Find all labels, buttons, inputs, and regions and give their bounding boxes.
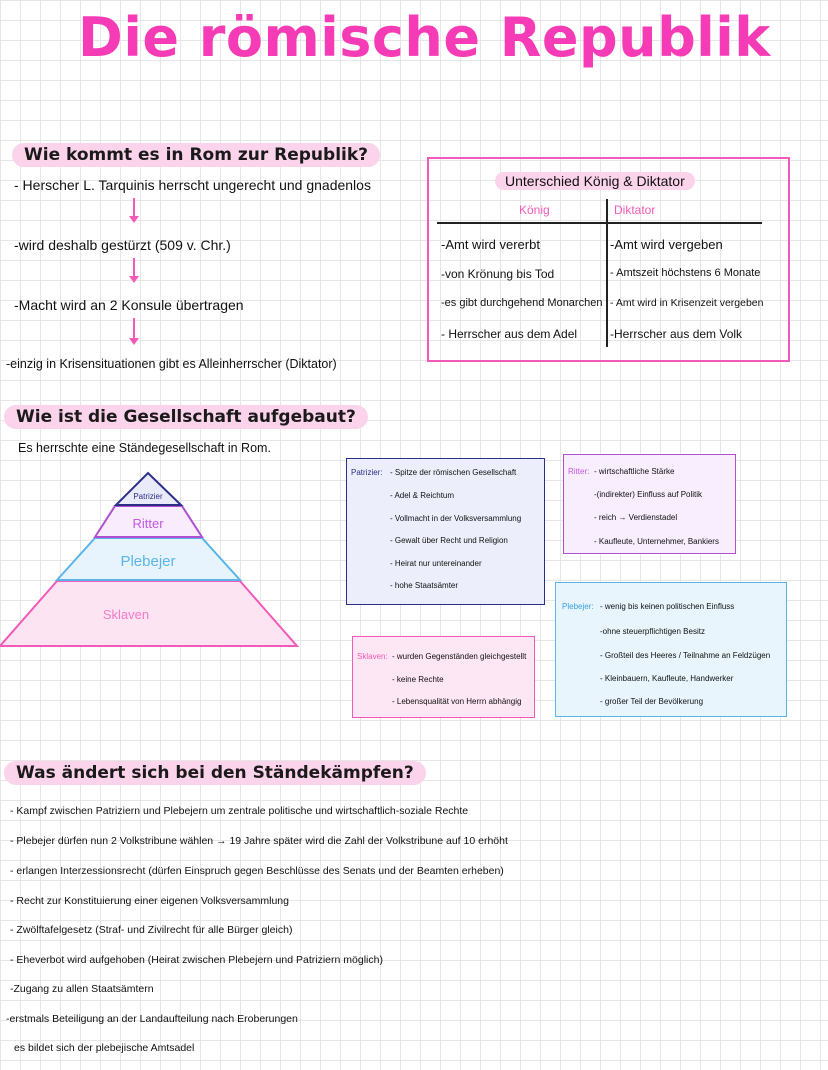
ritter-box (563, 454, 736, 554)
comparison-col1-item: -Amt wird vererbt (441, 237, 540, 252)
comparison-col1-header: König (519, 203, 550, 217)
patrizier-item: - Vollmacht in der Volksversammlung (390, 514, 522, 523)
comparison-col1-item: -es gibt durchgehend Monarchen (441, 297, 603, 309)
plebejer-box (555, 582, 787, 717)
pyramid-label-sklaven: Sklaven (102, 607, 150, 622)
comparison-divider-h (437, 222, 762, 224)
plebejer-item: - großer Teil der Bevölkerung (600, 697, 704, 706)
heading-class-struggles: Was ändert sich bei den Ständekämpfen? (4, 761, 426, 785)
pyramid-label-plebejer: Plebejer (120, 553, 176, 570)
sklaven-item: - Lebensqualität von Herrn abhängig (392, 697, 522, 706)
plebejer-item: - Kleinbauern, Kaufleute, Handwerker (600, 674, 734, 683)
comparison-col2-item: -Amt wird vergeben (610, 237, 723, 252)
republic-item-4: -einzig in Krisensituationen gibt es Alleinherrscher (Diktator) (6, 357, 337, 371)
comparison-col1-item: - Herrscher aus dem Adel (441, 327, 578, 341)
class-struggle-item: es bildet sich der plebejische Amtsadel (14, 1042, 195, 1054)
plebejer-item: - Großteil des Heeres / Teilnahme an Feldzügen (600, 651, 771, 660)
class-struggle-item: - Recht zur Konstituierung einer eigenen Volksversammlung (10, 895, 289, 907)
patrizier-label: Patrizier: (351, 468, 383, 477)
class-struggle-item: -Zugang zu allen Staatsämtern (10, 983, 154, 995)
pyramid-label-ritter: Ritter (132, 516, 164, 531)
plebejer-item: -ohne steuerpflichtigen Besitz (600, 627, 705, 636)
plebejer-label: Plebejer: (562, 602, 594, 611)
ritter-item: - Kaufleute, Unternehmer, Bankiers (594, 537, 719, 546)
ritter-label: Ritter: (568, 467, 590, 476)
arrow-down-icon (129, 216, 139, 223)
class-struggle-item: -erstmals Beteiligung an der Landaufteilung nach Eroberungen (6, 1013, 298, 1025)
patrizier-item: - Heirat nur untereinander (390, 559, 482, 568)
sklaven-box (352, 636, 535, 718)
comparison-col2-item: -Herrscher aus dem Volk (610, 327, 743, 341)
patrizier-item: - Adel & Reichtum (390, 491, 455, 500)
society-pyramid (0, 468, 300, 650)
arrow-line-1 (133, 198, 135, 218)
class-struggle-item: - erlangen Interzessionsrecht (dürfen Einspruch gegen Beschlüsse des Senats und der Beamten erheben) (10, 865, 504, 877)
patrizier-item: - Gewalt über Recht und Religion (390, 536, 508, 545)
comparison-col1-item: -von Krönung bis Tod (441, 267, 555, 281)
ritter-item: -(indirekter) Einfluss auf Politik (594, 490, 703, 499)
ritter-item: - reich → Verdienstadel (594, 513, 678, 522)
society-subtitle: Es herrschte eine Ständegesellschaft in Rom. (18, 441, 271, 455)
patrizier-box (346, 458, 545, 605)
pyramid-label-patrizier: Patrizier (133, 492, 163, 501)
class-struggle-item: - Zwölftafelgesetz (Straf- und Zivilrecht für alle Bürger gleich) (10, 924, 293, 936)
comparison-col2-item: - Amtszeit höchstens 6 Monate (610, 267, 761, 279)
sklaven-item: - keine Rechte (392, 675, 444, 684)
page-title: Die römische Republik (78, 6, 771, 69)
republic-item-1: - Herscher L. Tarquinis herrscht ungerecht und gnadenlos (14, 177, 371, 193)
ritter-item: - wirtschaftliche Stärke (594, 467, 675, 476)
sklaven-label: Sklaven: (357, 652, 388, 661)
patrizier-item: - Spitze der römischen Gesellschaft (390, 468, 517, 477)
heading-society: Wie ist die Gesellschaft aufgebaut? (4, 405, 368, 429)
class-struggle-item: - Kampf zwischen Patriziern und Plebejern um zentrale politische und wirtschaftlich-soziale Rechte (10, 805, 469, 817)
comparison-title: Unterschied König & Diktator (495, 172, 695, 190)
comparison-divider-v (606, 199, 608, 347)
arrow-down-icon (129, 338, 139, 345)
comparison-box (427, 157, 790, 362)
patrizier-item: - hohe Staatsämter (390, 581, 459, 590)
sklaven-item: - wurden Gegenständen gleichgestellt (392, 652, 527, 661)
arrow-line-2 (133, 258, 135, 278)
comparison-col2-item: - Amt wird in Krisenzeit vergeben (610, 297, 764, 309)
republic-item-2: -wird deshalb gestürzt (509 v. Chr.) (14, 237, 231, 253)
class-struggle-item: - Eheverbot wird aufgehoben (Heirat zwischen Plebejern und Patriziern möglich) (10, 954, 383, 966)
class-struggle-item: - Plebejer dürfen nun 2 Volkstribune wählen → 19 Jahre später wird die Zahl der Volkstribune auf 10 erhöht (10, 835, 508, 847)
republic-item-3: -Macht wird an 2 Konsule übertragen (14, 297, 244, 313)
arrow-down-icon (129, 276, 139, 283)
plebejer-item: - wenig bis keinen politischen Einfluss (600, 602, 735, 611)
arrow-line-3 (133, 318, 135, 340)
heading-republic: Wie kommt es in Rom zur Republik? (12, 143, 380, 167)
comparison-col2-header: Diktator (614, 203, 656, 217)
